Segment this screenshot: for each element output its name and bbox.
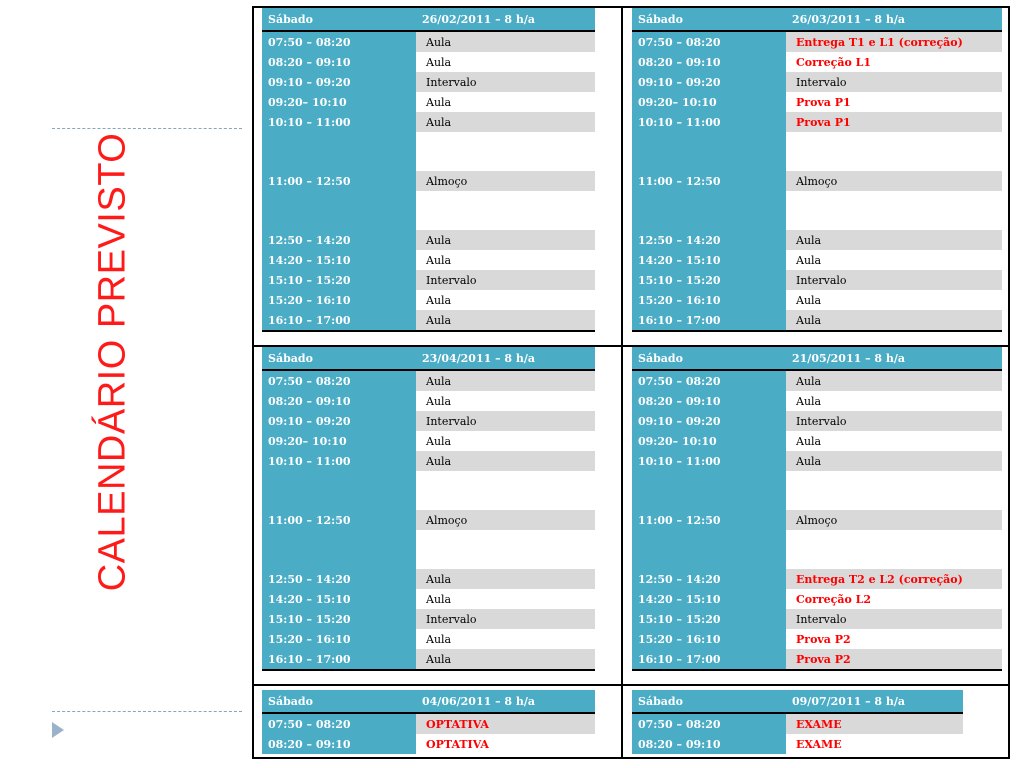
table-row [262,132,595,171]
schedule-day: Sábado [268,694,313,708]
schedule-table [632,347,1002,671]
table-row [632,230,1002,250]
table-row [262,310,595,330]
table-row [632,72,1002,92]
time-cell: 15:10 – 15:20 [268,613,351,626]
table-row [632,52,1002,72]
activity-cell: Correção L1 [796,56,872,69]
divider-bottom [52,711,242,712]
activity-cell [786,132,1002,171]
activity-cell: Intervalo [416,270,595,290]
time-cell: 09:10 – 09:20 [268,76,351,89]
activity-cell: Aula [426,254,452,267]
activity-cell: OPTATIVA [416,714,595,734]
time-cell [262,471,416,510]
time-cell: 14:20 – 15:10 [268,593,351,606]
schedule-date: 21/05/2011 – 8 h/a [792,351,906,365]
time-cell [262,530,416,569]
table-row [632,32,1002,52]
table-row [262,589,595,609]
activity-cell: Aula [416,569,595,589]
schedule-date: 09/07/2011 – 8 h/a [792,694,906,708]
table-row [632,411,1002,431]
activity-cell: Aula [426,395,452,408]
table-row [262,649,595,669]
activity-cell: Intervalo [416,72,595,92]
activity-cell [416,132,595,171]
activity-cell [416,471,595,510]
time-cell [632,471,786,510]
table-row [262,92,595,112]
time-cell: 09:10 – 09:20 [268,415,351,428]
time-cell: 11:00 – 12:50 [268,513,351,527]
activity-cell: Aula [786,371,1002,391]
activity-cell: Aula [796,435,822,448]
activity-cell: Entrega T2 e L2 (correção) [786,569,1002,589]
time-cell: 15:20 – 16:10 [268,294,351,307]
page-title: CALENDÁRIO PREVISTO [91,132,134,592]
schedule-header [632,690,963,714]
activity-cell: Prova P2 [786,649,1002,669]
table-row [262,270,595,290]
table-row [262,191,595,230]
table-row [632,132,1002,171]
time-cell: 10:10 – 11:00 [268,116,351,129]
time-cell: 16:10 – 17:00 [268,314,351,327]
activity-cell: Aula [426,294,452,307]
time-cell: 07:50 – 08:20 [268,375,351,388]
schedule-header [262,690,595,714]
table-row [632,371,1002,391]
table-row [262,171,595,191]
activity-cell: Aula [416,112,595,132]
time-cell: 15:10 – 15:20 [638,613,721,626]
time-cell: 12:50 – 14:20 [638,573,721,586]
table-row [262,734,595,754]
time-cell: 08:20 – 09:10 [638,395,721,408]
table-row [632,431,1002,451]
time-cell: 11:00 – 12:50 [638,174,721,188]
activity-cell: Almoço [416,510,595,530]
time-cell: 12:50 – 14:20 [268,573,351,586]
time-cell: 08:20 – 09:10 [268,395,351,408]
table-row [632,649,1002,669]
time-cell: 16:10 – 17:00 [638,653,721,666]
table-row [262,609,595,629]
table-row [632,112,1002,132]
activity-cell: Prova P1 [786,112,1002,132]
schedule-day: Sábado [638,12,683,26]
table-row [262,250,595,270]
time-cell: 10:10 – 11:00 [638,116,721,129]
time-cell: 09:20– 10:10 [638,435,717,448]
schedule-table [262,8,595,332]
activity-cell: Aula [426,593,452,606]
table-row [632,569,1002,589]
activity-cell: Intervalo [786,609,1002,629]
activity-cell: Intervalo [786,270,1002,290]
time-cell: 08:20 – 09:10 [268,738,351,751]
activity-cell: Prova P2 [796,633,851,646]
activity-cell: Aula [416,32,595,52]
time-cell: 11:00 – 12:50 [268,174,351,188]
activity-cell: Aula [426,435,452,448]
schedule-date: 23/04/2011 – 8 h/a [422,351,536,365]
time-cell: 12:50 – 14:20 [638,234,721,247]
table-row [262,714,595,734]
schedule-date: 04/06/2011 – 8 h/a [422,694,536,708]
grid-divider-vertical [621,8,623,757]
activity-cell: Aula [416,451,595,471]
table-row [632,310,1002,330]
schedule-header [632,8,1002,32]
time-cell: 10:10 – 11:00 [268,455,351,468]
table-row [632,471,1002,510]
activity-cell: Aula [796,294,822,307]
table-row [632,609,1002,629]
time-cell: 12:50 – 14:20 [268,234,351,247]
time-cell: 15:10 – 15:20 [638,274,721,287]
table-row [262,72,595,92]
activity-cell [416,191,595,230]
activity-cell: Entrega T1 e L1 (correção) [786,32,1002,52]
activity-cell: EXAME [786,714,963,734]
activity-cell [416,530,595,569]
table-row [262,530,595,569]
activity-cell: Intervalo [416,411,595,431]
time-cell: 07:50 – 08:20 [638,36,721,49]
activity-cell: Intervalo [786,411,1002,431]
activity-cell: Aula [796,254,822,267]
table-row [632,171,1002,191]
activity-cell: Intervalo [786,72,1002,92]
table-row [632,734,963,754]
schedule-header [262,347,595,371]
time-cell: 15:20 – 16:10 [638,294,721,307]
time-cell: 10:10 – 11:00 [638,455,721,468]
activity-cell: EXAME [796,738,842,751]
time-cell: 08:20 – 09:10 [638,56,721,69]
activity-cell: Intervalo [416,609,595,629]
grid-divider-horizontal [254,684,1008,686]
table-row [262,451,595,471]
activity-cell: OPTATIVA [426,738,489,751]
table-row [262,112,595,132]
divider-top [52,128,242,129]
table-row [632,451,1002,471]
time-cell: 07:50 – 08:20 [268,36,351,49]
schedule-date: 26/03/2011 – 8 h/a [792,12,906,26]
time-cell: 09:10 – 09:20 [638,415,721,428]
time-cell: 14:20 – 15:10 [268,254,351,267]
table-row [262,471,595,510]
activity-cell: Aula [796,395,822,408]
schedule-table [632,8,1002,332]
activity-cell: Aula [416,649,595,669]
time-cell: 08:20 – 09:10 [638,738,721,751]
activity-cell: Aula [416,371,595,391]
activity-cell: Prova P1 [796,96,851,109]
time-cell [262,191,416,230]
table-row [632,250,1002,270]
table-row [632,629,1002,649]
activity-cell: Aula [416,310,595,330]
time-cell: 15:20 – 16:10 [638,633,721,646]
activity-cell: Almoço [416,171,595,191]
activity-cell: Almoço [786,171,1002,191]
time-cell: 09:20– 10:10 [638,96,717,109]
table-row [262,431,595,451]
time-cell: 15:10 – 15:20 [268,274,351,287]
table-row [632,290,1002,310]
activity-cell: Aula [786,230,1002,250]
activity-cell: Aula [426,96,452,109]
time-cell: 15:20 – 16:10 [268,633,351,646]
table-row [262,32,595,52]
time-cell: 07:50 – 08:20 [638,375,721,388]
triangle-bullet-icon [52,722,64,738]
table-row [632,530,1002,569]
schedule-day: Sábado [638,694,683,708]
time-cell [632,132,786,171]
activity-cell: Correção L2 [796,593,872,606]
activity-cell: Aula [426,56,452,69]
table-row [632,510,1002,530]
time-cell [632,530,786,569]
table-row [262,629,595,649]
activity-cell [786,191,1002,230]
table-row [262,290,595,310]
activity-cell: Almoço [786,510,1002,530]
time-cell: 09:20– 10:10 [268,96,347,109]
time-cell: 14:20 – 15:10 [638,593,721,606]
table-row [262,510,595,530]
schedule-header [262,8,595,32]
activity-cell: Aula [786,310,1002,330]
time-cell: 16:10 – 17:00 [638,314,721,327]
time-cell: 11:00 – 12:50 [638,513,721,527]
schedule-table [262,347,595,671]
schedule-header [632,347,1002,371]
table-row [262,230,595,250]
table-row [632,191,1002,230]
time-cell: 09:20– 10:10 [268,435,347,448]
table-row [632,92,1002,112]
activity-cell: Aula [416,230,595,250]
table-row [262,569,595,589]
schedule-table [632,690,963,754]
activity-cell: Aula [786,451,1002,471]
time-cell [632,191,786,230]
table-row [632,589,1002,609]
time-cell: 07:50 – 08:20 [638,718,721,731]
table-row [262,411,595,431]
time-cell [262,132,416,171]
time-cell: 09:10 – 09:20 [638,76,721,89]
table-row [262,371,595,391]
schedule-day: Sábado [268,12,313,26]
table-row [262,391,595,411]
table-row [632,270,1002,290]
time-cell: 08:20 – 09:10 [268,56,351,69]
schedule-date: 26/02/2011 – 8 h/a [422,12,536,26]
table-row [632,391,1002,411]
table-row [632,714,963,734]
schedule-table [262,690,595,754]
activity-cell [786,471,1002,510]
time-cell: 14:20 – 15:10 [638,254,721,267]
activity-cell: Aula [426,633,452,646]
table-row [262,52,595,72]
time-cell: 16:10 – 17:00 [268,653,351,666]
schedule-day: Sábado [638,351,683,365]
time-cell: 07:50 – 08:20 [268,718,351,731]
schedule-day: Sábado [268,351,313,365]
activity-cell [786,530,1002,569]
